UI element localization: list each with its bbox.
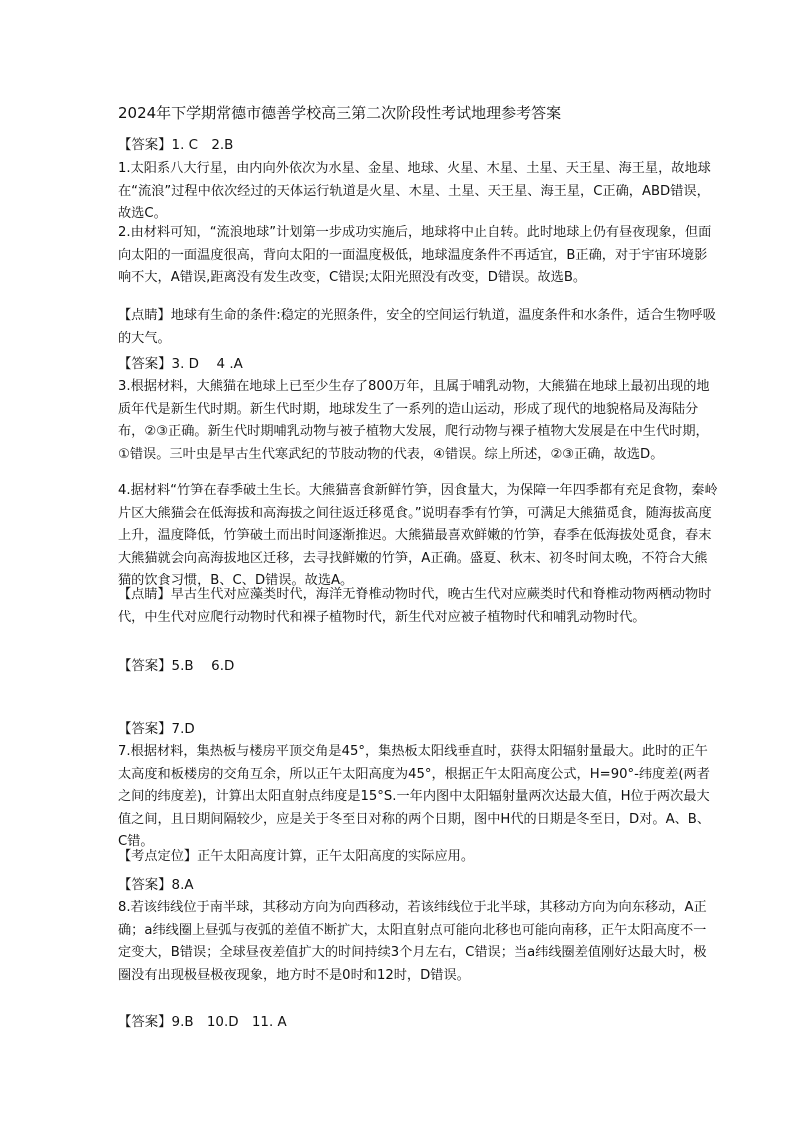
key-point-note: 【点睛】地球有生命的条件:稳定的光照条件，安全的空间运行轨道，温度条件和水条件，适合生物呼吸的大气。	[118, 308, 716, 346]
explanation-7: 7.根据材料，集热板与楼房平顶交角是45°，集热板太阳线垂直时，获得太阳辐射量最大。此时的正午太高度和板楼房的交角互余，所以正午太阳高度为45°，根据正午太阳高度公式，H=90°-纬度差(两者之间的纬度差)，计算出太阳直射点纬度是15°S.一年内图中太阳辐射量两次达最大值，H位于两次最大值之间，且日期间隔较少，应是关于冬至日对称的两个日期，图中H代的日期是冬至日，D对。A、B、C错。	[118, 744, 711, 849]
answer-line: 【答案】5.B 6.D	[118, 659, 235, 674]
exam-point-note: 【考点定位】正午太阳高度计算，正午太阳高度的实际应用。	[118, 849, 475, 864]
answer-line: 【答案】8.A	[118, 878, 194, 893]
answer-line: 【答案】7.D	[118, 722, 195, 737]
explanation-3: 3.根据材料，大熊猫在地球上已至少生存了800万年，且属于哺乳动物，大熊猫在地球上最初出现的地质年代是新生代时期。新生代时期，地球发生了一系列的造山运动，形成了现代的地貌格局及海陆分布，②③正确。新生代时期哺乳动物与被子植物大发展，爬行动物与裸子植物大发展是在中生代时期，①错误。三叶虫是早古生代寒武纪的节肢动物的代表，④错误。综上所述，②③正确，故选D。	[118, 379, 710, 462]
explanation-1: 1.太阳系八大行星，由内向外依次为水星、金星、地球、火星、木星、土星、天王星、海王星，故地球在“流浪”过程中依次经过的天体运行轨道是火星、木星、土星、天王星、海王星，C正确，ABD错误，故选C。	[118, 161, 711, 221]
explanation-4: 4.据材料“竹笋在春季破土生长。大熊猫喜食新鲜竹笋，因食量大，为保障一年四季都有充足食物，秦岭片区大熊猫会在低海拔和高海拔之间往返迁移觅食。”说明春季有竹笋，可满足大熊猫觅食，随海拔高度上升，温度降低，竹笋破土而出时间逐渐推迟。大熊猫最喜欢鲜嫩的竹笋，春季在低海拔处觅食，春末大熊猫就会向高海拔地区迁移，去寻找鲜嫩的竹笋，A正确。盛夏、秋末、初冬时间太晚，不符合大熊猫的饮食习惯，B、C、D错误。故选A。	[118, 483, 718, 588]
page-title: 2024年下学期常德市德善学校高三第二次阶段性考试地理参考答案	[118, 104, 562, 122]
answer-line: 【答案】9.B 10.D 11. A	[118, 1015, 287, 1030]
answer-line: 【答案】1. C 2.B	[118, 138, 234, 153]
explanation-8: 8.若该纬线位于南半球，其移动方向为向西移动，若该纬线位于北半球，其移动方向为向东移动，A正确；a纬线圈上昼弧与夜弧的差值不断扩大，太阳直射点可能向北移也可能向南移，正午太阳高度不一定变大，B错误；全球昼夜差值扩大的时间持续3个月左右，C错误；当a纬线圈差值刚好达最大时，极圈没有出现极昼极夜现象，地方时不是0时和12时，D错误。	[118, 900, 707, 983]
key-point-note: 【点睛】早古生代对应藻类时代，海洋无脊椎动物时代，晚古生代对应蕨类时代和脊椎动物两栖动物时代，中生代对应爬行动物时代和裸子植物时代，新生代对应被子植物时代和哺乳动物时代。	[118, 587, 712, 625]
answer-line: 【答案】3. D 4 .A	[118, 357, 243, 372]
explanation-2: 2.由材料可知，“流浪地球”计划第一步成功实施后，地球将中止自转。此时地球上仍有昼夜现象，但面向太阳的一面温度很高，背向太阳的一面温度极低，地球温度条件不再适宜，B正确，对于宇宙环境影响不大，A错误,距离没有发生改变，C错误;太阳光照没有改变，D错误。故选B。	[118, 225, 712, 285]
